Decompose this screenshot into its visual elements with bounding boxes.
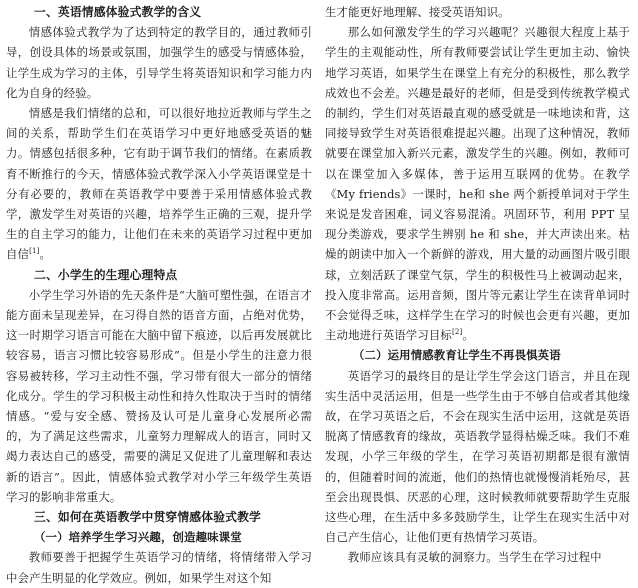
paragraph-interest-intro: 教师要善于把握学生英语学习的情绪，将情绪带入学习中会产生明显的化学效应。例如，如果学生对这个知 bbox=[6, 550, 312, 585]
left-column bbox=[6, 2, 312, 588]
paragraph-insight: 教师应该具有灵敏的洞察力。当学生在学习过程中 bbox=[347, 550, 602, 565]
paragraph-interest-tail: 。 bbox=[462, 328, 474, 343]
paragraph-definition: 情感体验式教学为了达到特定的教学目的，通过教师引导，创设具体的场景或氛围，加强学生的感受与情感体验，让学生成为学习的主体，引导学生将英语知识和学习能力内化为自身的经验。 bbox=[6, 25, 312, 100]
right-column bbox=[325, 2, 630, 568]
citation-2: [2] bbox=[451, 328, 463, 337]
section-heading-1: 一、英语情感体验式教学的含义 bbox=[34, 5, 202, 19]
paragraph-emotion-tail: 。 bbox=[39, 247, 52, 262]
paragraph-psychology: 小学生学习外语的先天条件是“大脑可塑性强，在语言才能方面未呈现差异，在习得自然的语音方面，占绝对优势，这一时期学习语言可能在大脑中留下痕迹，以后再发展就比较容易，语言习惯比较容易形成”。但是小学生的注意力很容易被转移，学习主动性不强，学习带有很大一部分的情绪化成分。学生的学习积极主动性和持久性取决于当时的情绪情感。“爱与安全感、赞扬及认可是儿童身心发展所必需的，为了满足这些需求，儿童努力理解成人的语言，同时又竭力表达自己的感受，需要的满足又促进了儿童理解和表达新的语言”。因此，情感体验式教学对小学三年级学生英语学习的影响非常重大。 bbox=[6, 287, 312, 504]
section-heading-2: 二、小学生的生理心理特点 bbox=[34, 267, 178, 282]
paragraph-interest bbox=[325, 22, 630, 345]
paragraph-continued: 生才能更好地理解、接受英语知识。 bbox=[325, 5, 510, 19]
citation-1: [1] bbox=[29, 247, 40, 256]
paragraph-emotion-text: 情感是我们情绪的总和，可以很好地拉近教师与学生之间的关系，帮助学生们在英语学习中更好地感受英语的魅力。情感包括很多种，它有助于调节我们的情绪。在素质教育不断推行的今天，情感体验式教学深入小学英语课堂是十分有必要的，教师在英语教学中要善于采用情感体验式教学，激发学生对英语的兴趣，培养学生正确的三观，提升学生的自主学习的能力，让他们在未来的英语学习过程中更加自信 bbox=[6, 106, 312, 262]
paragraph-emotional-education: 英语学习的最终目的是让学生学会这门语言，并且在现实生活中灵活运用，但是一些学生由于不够自信或者其他缘故，在学习英语之后，不会在现实生活中运用，这就是英语脱离了情感教育的缘故，英语教学显得枯燥乏味。我们不难发现，小学三年级的学生，在学习英语初期都是很有激情的，但随着时间的流逝，他们的热情也就慢慢消耗殆尽，甚至会出现畏惧、厌恶的心理，这时候教师就要帮助学生克服这些心理，在生活中多多鼓励学生，让学生在现实生活中对自己产生信心，让他们更有热情学习英语。 bbox=[325, 368, 630, 545]
section-heading-3: 三、如何在英语教学中贯穿情感体验式教学 bbox=[34, 510, 261, 525]
paragraph-emotion bbox=[6, 103, 312, 265]
subsection-heading-1: （一）培养学生学习兴趣，创造趣味课堂 bbox=[34, 530, 242, 545]
subsection-heading-2: （二）运用情感教育让学生不再畏惧英语 bbox=[353, 348, 561, 363]
paragraph-interest-text: 那么如何激发学生的学习兴趣呢？兴趣很大程度上基于学生的主观能动性，所有教师要尝试让学生更加主动、愉快地学习英语，如果学生在课堂上有充分的积极性，那么教学成效也不会差。兴趣是最好的老师，但是受到传统教学模式的制约，学生们对英语最直观的感受就是一味地读和背，这同接导致学生对英语很难提起兴趣。出现了这种情况，教师就要在课堂加入新兴元素，激发学生的兴趣。例如，教师可以在课堂加入多媒体，善于运用互联网的优势。在教学《My friends》一课时，he和 she 两个新授单词对于学生来说是发音困难，词义容易混淆。巩固环节，利用 PPT 呈现分类游戏，要求学生辨别 he 和 she，并大声读出来。枯燥的朗读中加入一个新鲜的游戏，用大量的动画图片吸引眼球，立刻活跃了课堂气氛，学生的积极性马上被调动起来，投入度非常高。运用音频，图片等元素让学生在读背单词时不会觉得乏味，这样学生在学习的时候也会更有兴趣，更加主动地进行英语学习目标 bbox=[325, 25, 630, 343]
